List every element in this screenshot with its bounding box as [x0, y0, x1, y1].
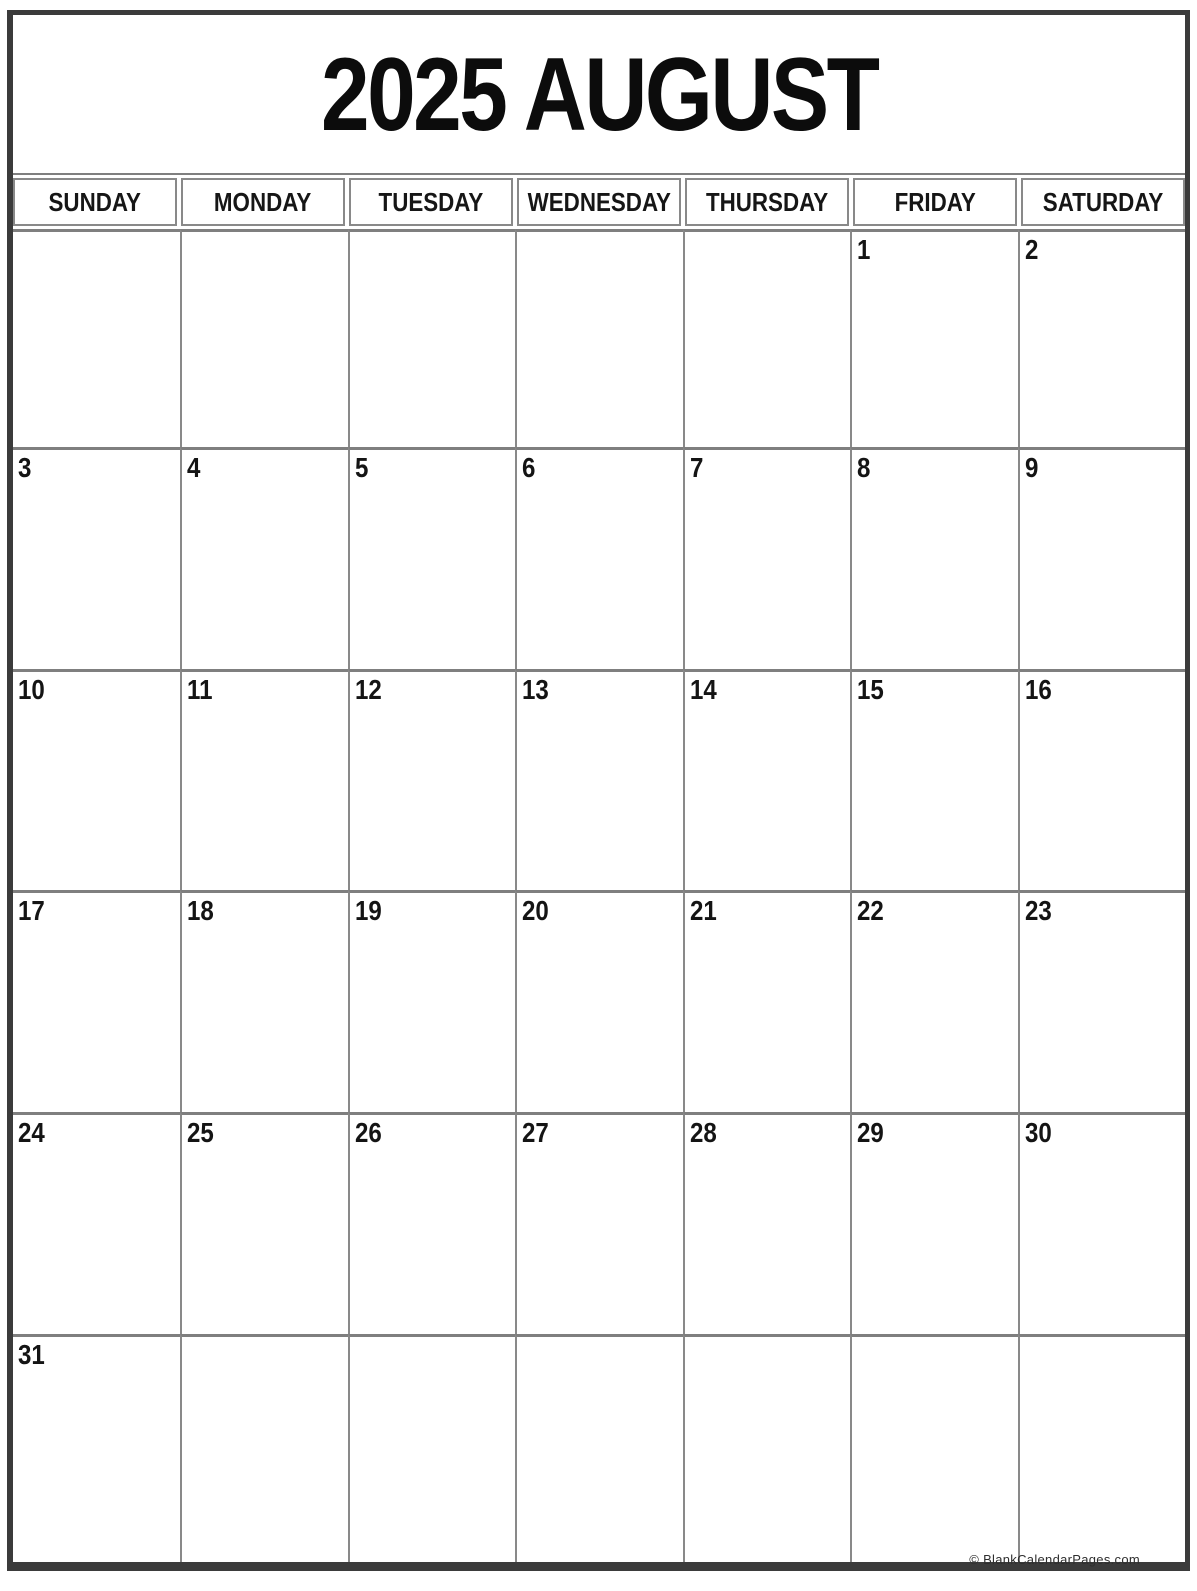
day-cell-august-21 [683, 890, 850, 1112]
date-number: 1 [857, 234, 871, 265]
day-cell-august-5 [348, 447, 515, 669]
day-cell-august-26 [348, 1112, 515, 1334]
weekday-label: THURSDAY [705, 187, 829, 217]
day-cell [348, 229, 515, 447]
day-cell-august-10 [13, 669, 180, 890]
date-number: 22 [857, 895, 884, 926]
weekday-header-monday [181, 178, 345, 226]
weekday-label: TUESDAY [378, 187, 484, 217]
date-number: 26 [354, 1117, 382, 1148]
date-number: 21 [689, 895, 717, 926]
weekday-label: FRIDAY [894, 187, 976, 217]
day-cell [1018, 1334, 1185, 1562]
page-title: 2025 AUGUST [320, 37, 878, 153]
day-cell-august-16 [1018, 669, 1185, 890]
date-number: 25 [187, 1117, 215, 1148]
day-cell-august-25 [180, 1112, 347, 1334]
date-number: 6 [522, 452, 536, 483]
day-cell-august-20 [515, 890, 682, 1112]
weekday-label: WEDNESDAY [527, 187, 671, 217]
weekday-label: SUNDAY [48, 187, 142, 217]
day-cell [13, 229, 180, 447]
day-cell [180, 1334, 347, 1562]
weekday-header-thursday [685, 178, 849, 226]
date-number: 14 [689, 674, 717, 705]
date-number: 31 [18, 1339, 45, 1370]
weekday-header-saturday [1021, 178, 1185, 226]
day-cell [683, 1334, 850, 1562]
day-cell-august-18 [180, 890, 347, 1112]
day-cell-august-28 [683, 1112, 850, 1334]
day-cell-august-13 [515, 669, 682, 890]
day-cell [515, 1334, 682, 1562]
day-cell-august-12 [348, 669, 515, 890]
date-number: 19 [354, 895, 382, 926]
date-number: 12 [354, 674, 382, 705]
date-number: 13 [522, 674, 550, 705]
weekday-header-wednesday [517, 178, 681, 226]
day-cell-august-4 [180, 447, 347, 669]
date-number: 3 [18, 452, 32, 483]
date-number: 8 [857, 452, 871, 483]
day-cell-august-3 [13, 447, 180, 669]
date-number: 15 [857, 674, 884, 705]
date-number: 29 [857, 1117, 884, 1148]
day-cell-august-2 [1018, 229, 1185, 447]
date-number: 9 [1024, 452, 1038, 483]
weekday-header-row [13, 175, 1185, 229]
weekday-label: MONDAY [214, 187, 312, 217]
day-cell [180, 229, 347, 447]
day-cell-august-22 [850, 890, 1017, 1112]
date-number: 28 [689, 1117, 717, 1148]
date-number: 2 [1024, 234, 1038, 265]
day-cell-august-19 [348, 890, 515, 1112]
day-cell-august-7 [683, 447, 850, 669]
day-cell-august-11 [180, 669, 347, 890]
date-number: 11 [187, 674, 213, 705]
date-grid [13, 229, 1185, 1562]
date-number: 27 [522, 1117, 550, 1148]
date-number: 24 [18, 1117, 45, 1148]
weekday-header-sunday [13, 178, 177, 226]
date-number: 18 [187, 895, 215, 926]
day-cell-august-9 [1018, 447, 1185, 669]
day-cell-august-1 [850, 229, 1017, 447]
day-cell [850, 1334, 1017, 1562]
weekday-header-friday [853, 178, 1017, 226]
day-cell-august-17 [13, 890, 180, 1112]
day-cell-august-8 [850, 447, 1017, 669]
date-number: 4 [187, 452, 201, 483]
day-cell [515, 229, 682, 447]
date-number: 30 [1024, 1117, 1052, 1148]
date-number: 7 [689, 452, 704, 483]
date-number: 5 [354, 452, 369, 483]
copyright-credit: © BlankCalendarPages.com [969, 1552, 1140, 1567]
day-cell-august-29 [850, 1112, 1017, 1334]
day-cell-august-24 [13, 1112, 180, 1334]
day-cell [683, 229, 850, 447]
day-cell-august-15 [850, 669, 1017, 890]
day-cell-august-31 [13, 1334, 180, 1562]
day-cell [348, 1334, 515, 1562]
day-cell-august-23 [1018, 890, 1185, 1112]
day-cell-august-30 [1018, 1112, 1185, 1334]
date-number: 23 [1024, 895, 1052, 926]
weekday-label: SATURDAY [1042, 187, 1164, 217]
date-number: 20 [522, 895, 550, 926]
title-row [13, 15, 1185, 173]
date-number: 16 [1024, 674, 1052, 705]
date-number: 10 [18, 674, 45, 705]
weekday-header-tuesday [349, 178, 513, 226]
date-number: 17 [18, 895, 45, 926]
day-cell-august-27 [515, 1112, 682, 1334]
day-cell-august-14 [683, 669, 850, 890]
day-cell-august-6 [515, 447, 682, 669]
calendar-frame [7, 10, 1190, 1571]
